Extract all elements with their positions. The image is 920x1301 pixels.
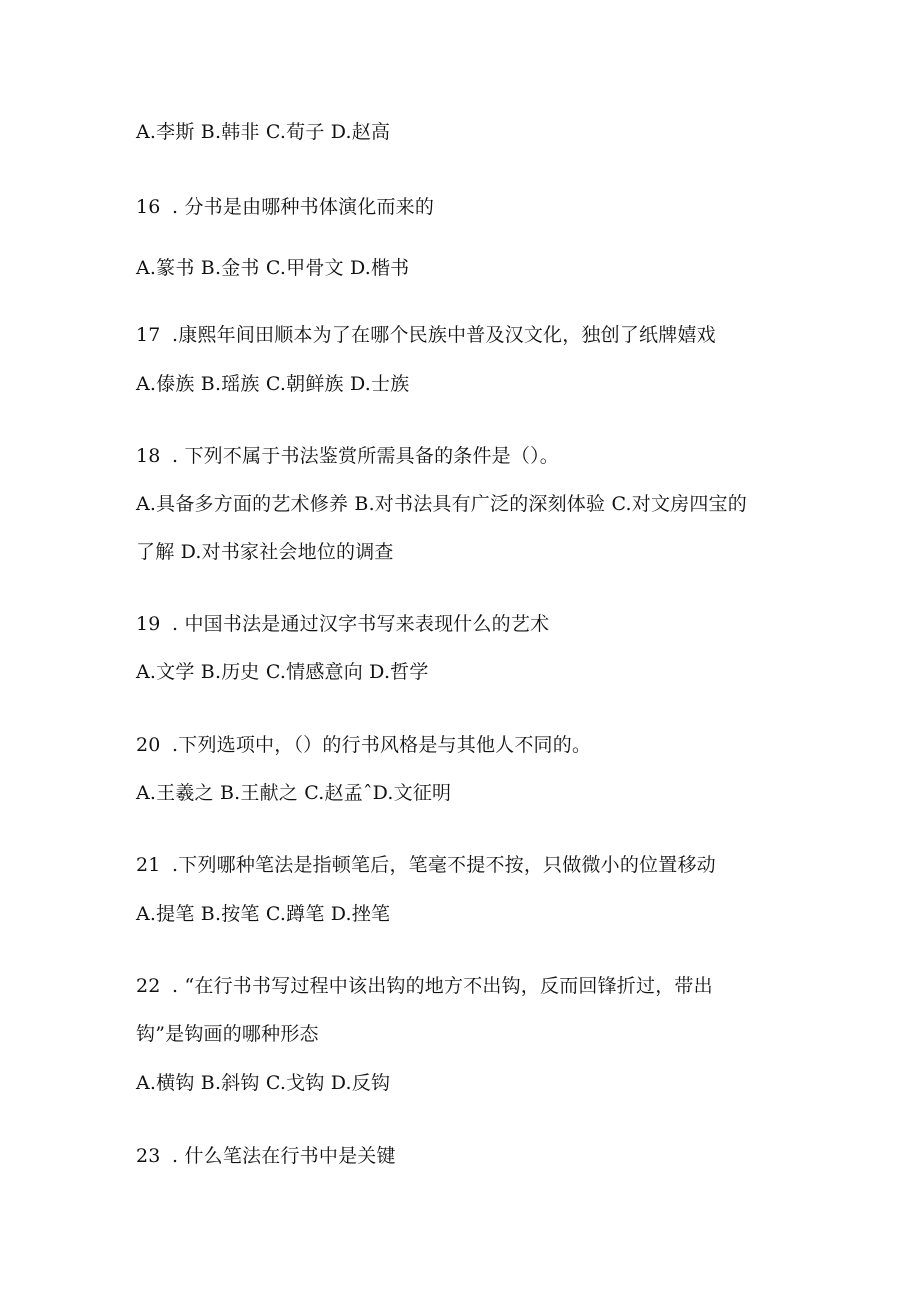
question-text: .下列选项中，（）的行书风格是与其他人不同的。 xyxy=(172,734,592,756)
question-number: 16 xyxy=(136,196,161,218)
question-22-continuation: 钩”是钩画的哪种形态 xyxy=(136,1023,319,1045)
question-19 xyxy=(136,612,549,636)
question-number: 21 xyxy=(136,854,161,876)
question-text: . “在行书书写过程中该出钩的地方不出钩，反而回锋折过，带出 xyxy=(172,975,713,997)
question-text: . 什么笔法在行书中是关键 xyxy=(172,1145,396,1167)
answer-options-15: A.李斯 B.韩非 C.荀子 D.赵高 xyxy=(136,121,391,143)
answer-options-21: A.提笔 B.按笔 C.蹲笔 D.挫笔 xyxy=(136,903,391,925)
answer-options-17: A.傣族 B.瑶族 C.朝鲜族 D.士族 xyxy=(136,373,410,395)
answer-options-19: A.文学 B.历史 C.情感意向 D.哲学 xyxy=(136,661,429,683)
question-23 xyxy=(136,1144,396,1168)
question-number: 17 xyxy=(136,324,161,346)
question-number: 22 xyxy=(136,975,161,997)
question-number: 18 xyxy=(136,445,161,467)
question-18 xyxy=(136,444,559,468)
question-text: . 中国书法是通过汉字书写来表现什么的艺术 xyxy=(172,613,550,635)
question-number: 19 xyxy=(136,613,161,635)
question-21 xyxy=(136,853,716,877)
answer-options-18-line1: A.具备多方面的艺术修养 B.对书法具有广泛的深刻体验 C.对文房四宝的 xyxy=(136,493,747,515)
answer-options-20: A.王羲之 B.王献之 C.赵孟ˆD.文征明 xyxy=(136,782,452,804)
question-number: 20 xyxy=(136,734,161,756)
answer-options-22: A.横钩 B.斜钩 C.戈钩 D.反钩 xyxy=(136,1072,391,1094)
answer-options-16: A.篆书 B.金书 C.甲骨文 D.楷书 xyxy=(136,257,410,279)
question-number: 23 xyxy=(136,1145,161,1167)
question-text: . 分书是由哪种书体演化而来的 xyxy=(172,196,435,218)
question-17 xyxy=(136,323,716,347)
question-20 xyxy=(136,733,591,757)
answer-options-18-line2: 了解 D.对书家社会地位的调查 xyxy=(136,541,394,563)
question-text: .下列哪种笔法是指顿笔后，笔毫不提不按，只做微小的位置移动 xyxy=(172,854,716,876)
question-text: . 下列不属于书法鉴赏所需具备的条件是（）。 xyxy=(172,445,559,467)
question-16 xyxy=(136,195,434,219)
question-22 xyxy=(136,974,713,998)
question-text: .康熙年间田顺本为了在哪个民族中普及汉文化，独创了纸牌嬉戏 xyxy=(172,324,716,346)
